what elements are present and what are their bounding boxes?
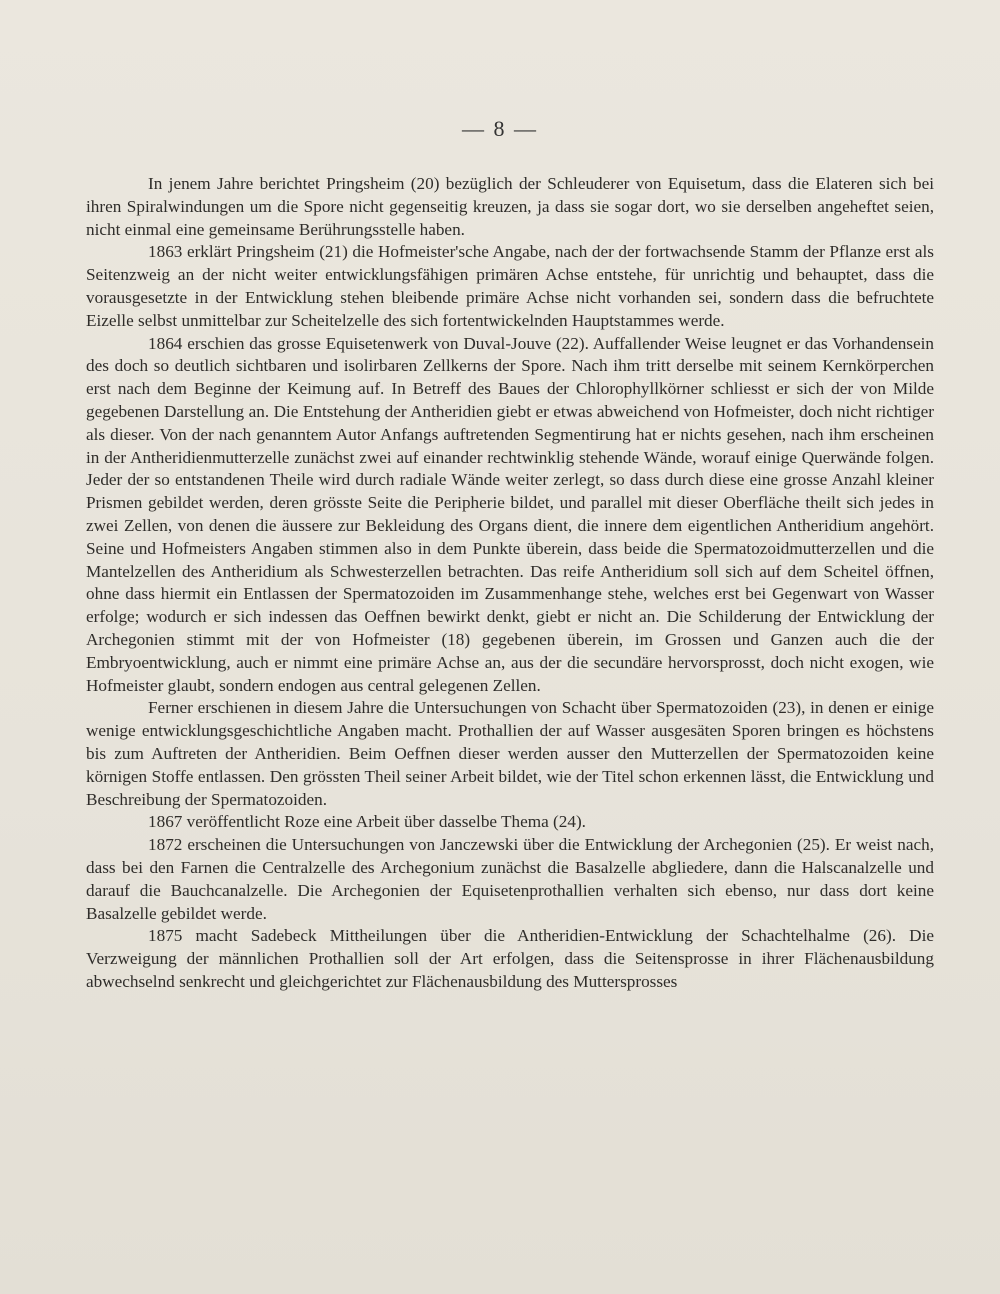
paragraph-schacht: Ferner erschienen in diesem Jahre die Untersuchungen von Schacht über Spermatozoiden (23), in denen er einige wenige entwicklungsgeschichtliche Angaben macht. Prothallien der auf Wasser ausgesäten Sporen bringen es höchstens bis zum Auftreten der Antheridien. Beim Oeffnen dieser werden ausser den Mutterzellen der Spermatozoiden keine körnigen Stoffe entlassen. Den grössten Theil seiner Arbeit bildet, wie der Titel schon erkennen lässt, die Entwicklung und Beschreibung der Spermatozoiden. <box>86 698 934 809</box>
paragraph-1875: 1875 macht Sadebeck Mittheilungen über die Antheridien-Entwicklung der Schachtelhalme (26). Die Verzweigung der männlichen Prothallien soll der Art erfolgen, dass die Seitensprosse in ihrer Flächenausbildung abwechselnd senkrecht und gleichgerichtet zur Flächenausbildung des Muttersprosses <box>86 926 934 991</box>
body-text <box>86 173 934 994</box>
paragraph-1864-duval-jouve: 1864 erschien das grosse Equisetenwerk von Duval-Jouve (22). Auffallender Weise leugnet er das Vorhandensein des doch so deutlich sichtbaren und isolirbaren Zellkerns der Spore. Nach ihm tritt derselbe mit seinem Kernkörperchen erst nach dem Beginne der Keimung auf. In Betreff des Baues der Chlorophyllkörner schliesst er sich der von Milde gegebenen Darstellung an. Die Entstehung der Antheridien giebt er etwas abweichend von Hofmeister, doch nicht richtiger als dieser. Von der nach genanntem Autor Anfangs auftretenden Segmentirung hat er nichts gesehen, nach ihm erscheinen in der Antheridienmutterzelle zunächst zwei auf einander rechtwinklig stehende Wände, worauf einige Querwände folgen. Jeder der so entstandenen Theile wird durch radiale Wände weiter zerlegt, so dass durch diese eine grosse Anzahl kleiner Prismen gebildet werden, deren grösste Seite die Peripherie bildet, und parallel mit dieser Oberfläche theilt sich jedes in zwei Zellen, von denen die äussere zur Bekleidung des Organs dient, die innere dem eigentlichen Antheridium angehört. Seine und Hofmeisters Angaben stimmen also in dem Punkte überein, dass beide die Spermatozoidmutterzellen und die Mantelzellen des Antheridium als Schwesterzellen betrachten. Das reife Antheridium soll sich auf dem Scheitel öffnen, ohne dass hiermit ein Entlassen der Spermatozoiden im Zusammenhange stehe, welches erst bei Gegenwart von Wasser erfolge; wodurch er sich indessen das Oeffnen bewirkt denkt, giebt er nicht an. Die Schilderung der Entwicklung der Archegonien stimmt mit der von Hofmeister (18) gegebenen überein, im Grossen und Ganzen auch die der Embryoentwicklung, auch er nimmt eine primäre Achse an, aus der die secundäre hervorsprosst, doch nicht exogen, wie Hofmeister glaubt, sondern endogen aus central gelegenen Zellen. <box>86 333 934 695</box>
paragraph-pringsheim-1862: In jenem Jahre berichtet Pringsheim (20) bezüglich der Schleuderer von Equisetum, dass die Elateren sich bei ihren Spiralwindungen um die Spore nicht gegenseitig kreuzen, ja dass sie sogar dort, wo sie derselben angeheftet seien, nicht einmal eine gemeinsame Berührungsstelle haben. <box>86 174 934 239</box>
paragraph-1872: 1872 erscheinen die Untersuchungen von Janczewski über die Entwicklung der Archegonien (25). Er weist nach, dass bei den Farnen die Centralzelle des Archegonium zunächst die Basalzelle abgliedere, dann die Halscanalzelle und darauf die Bauchcanalzelle. Die Archegonien der Equisetenprothallien verhalten sich ebenso, nur dass dort keine Basalzelle gebildet werde. <box>86 835 934 923</box>
paragraph-1863: 1863 erklärt Pringsheim (21) die Hofmeister'sche Angabe, nach der der fortwachsende Stamm der Pflanze erst als Seitenzweig an der nicht weiter entwicklungsfähigen primären Achse entstehe, für unrichtig und behauptet, dass die vorausgesetzte in der Entwicklung stehen bleibende primäre Achse nicht vorhanden sei, sondern dass die befruchtete Eizelle selbst unmittelbar zur Scheitelzelle des sich fortentwickelnden Hauptstammes werde. <box>86 242 934 330</box>
paragraph-1867: 1867 veröffentlicht Roze eine Arbeit über dasselbe Thema (24). <box>148 812 586 832</box>
page-number: — 8 — <box>462 116 538 141</box>
